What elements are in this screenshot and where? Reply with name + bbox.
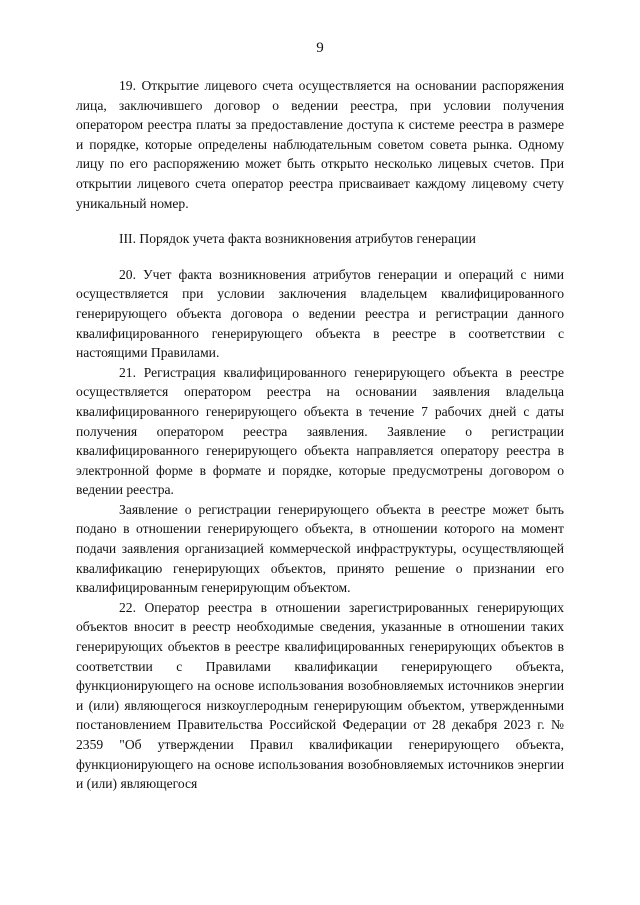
paragraph-22: 22. Оператор реестра в отношении зарегистрированных генерирующих объектов вносит в реестр необходимые сведения, указанные в отношении таких генерирующих объектов в реестре квалифицированных генерирующих объектов в соответствии с Правилами квалификации генерирующего объекта, функционирующего на основе использования возобновляемых источников энергии и (или) являющегося низкоуглеродным генерирующим объектом, утвержденными постановлением Правительства Российской Федерации от 28 декабря 2023 г. № 2359 "Об утверждении Правил квалификации генерирующего объекта, функционирующего на основе использования возобновляемых источников энергии и (или) являющегося bbox=[76, 599, 564, 792]
paragraph-20: 20. Учет факта возникновения атрибутов генерации и операций с ними осуществляется при условии заключения владельцем квалифицированного генерирующего объекта договора о ведении реестра и регистрации данного квалифицированного генерирующего объекта в реестре в соответствии с настоящими Правилами. bbox=[76, 266, 564, 361]
section-heading: III. Порядок учета факта возникновения атрибутов генерации bbox=[119, 231, 476, 247]
paragraph-19: 19. Открытие лицевого счета осуществляется на основании распоряжения лица, заключившего договор о ведении реестра, при условии получения оператором реестра платы за предоставление доступа к системе реестра в размере и порядке, которые определены наблюдательным советом совета рынка. Одному лицу по его распоряжению может быть открыто несколько лицевых счетов. При открытии лицевого счета оператор реестра присваивает каждому лицевому счету уникальный номер. bbox=[76, 78, 564, 211]
page-number: 9 bbox=[316, 40, 324, 56]
document-body bbox=[76, 76, 564, 794]
paragraph-21: 21. Регистрация квалифицированного генерирующего объекта в реестре осуществляется оператором реестра на основании заявления владельца квалифицированного генерирующего объекта в течение 7 рабочих дней с даты получения оператором реестра заявления. Заявление о регистрации квалифицированного генерирующего объекта направляется оператору реестра в электронной форме в формате и порядке, которые предусмотрены договором о ведении реестра. bbox=[76, 364, 564, 498]
paragraph-21-continued: Заявление о регистрации генерирующего объекта в реестре может быть подано в отношении генерирующего объекта, в отношении которого на момент подачи заявления организацией коммерческой инфраструктуры, осуществляющей квалификацию генерирующих объектов, принято решение о признании его квалифицированным генерирующим объектом. bbox=[76, 501, 564, 596]
